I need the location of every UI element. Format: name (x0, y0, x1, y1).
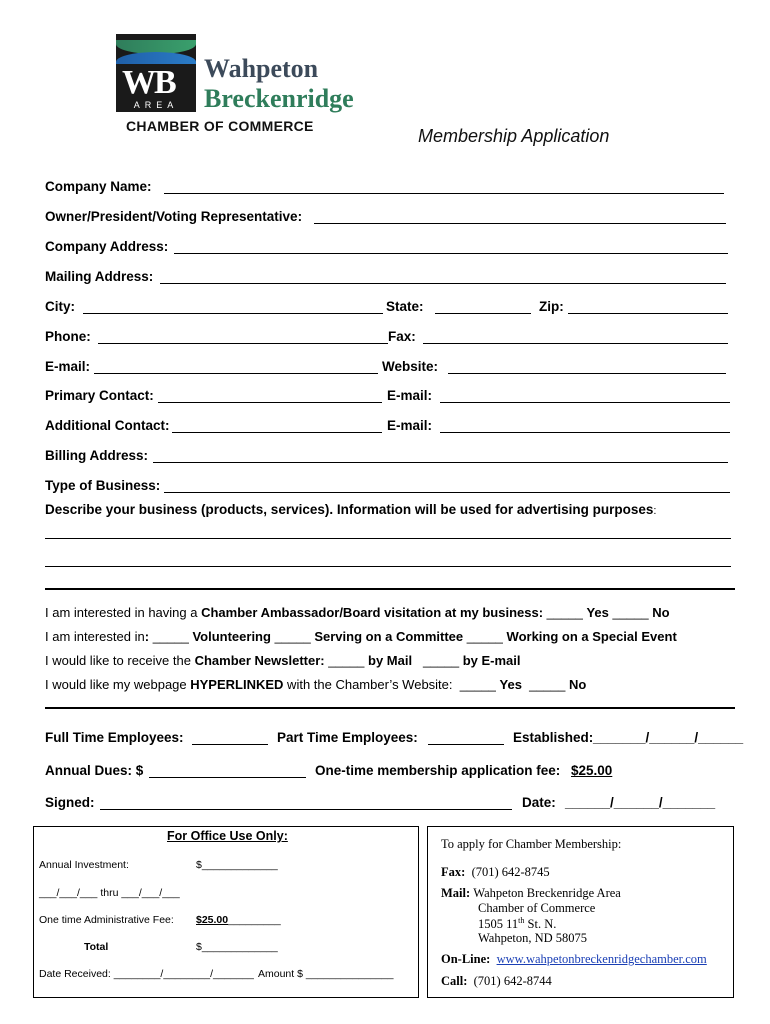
additional-contact-field[interactable] (172, 432, 382, 433)
signature-field[interactable] (100, 809, 512, 810)
section-divider-2 (45, 707, 735, 709)
established-label: Established: (513, 730, 594, 745)
part-time-field[interactable] (428, 744, 504, 745)
full-time-label: Full Time Employees: (45, 730, 184, 745)
office-use-box (33, 826, 419, 998)
primary-contact-label: Primary Contact: (45, 388, 154, 403)
page-title: Membership Application (418, 126, 610, 146)
apply-fax: Fax: (701) 642-8745 (441, 865, 550, 879)
additional-email-field[interactable] (440, 432, 730, 433)
primary-contact-field[interactable] (158, 402, 382, 403)
billing-address-label: Billing Address: (45, 448, 149, 463)
describe-business-label: Describe your business (products, services). Information will be used for advertising purposes: (45, 502, 657, 517)
website-label: Website: (382, 359, 439, 374)
primary-email-label: E-mail: (387, 388, 433, 403)
company-address-label: Company Address: (45, 239, 169, 254)
logo-name-line2: Breckenridge (204, 84, 354, 113)
period-field[interactable]: ___/___/___ thru ___/___/___ (39, 887, 180, 899)
state-field[interactable] (435, 313, 531, 314)
part-time-label: Part Time Employees: (277, 730, 418, 745)
hyperlink-row: I would like my webpage HYPERLINKED with the Chamber’s Website: _____ Yes _____ No (45, 677, 587, 692)
website-field[interactable] (448, 373, 726, 374)
apply-mail-line3: 1505 11th St. N. (478, 916, 557, 932)
city-label: City: (45, 299, 75, 314)
company-name-label: Company Name: (45, 179, 152, 194)
describe-line-2[interactable] (45, 566, 731, 567)
total-label: Total (84, 941, 109, 953)
type-of-business-label: Type of Business: (45, 478, 161, 493)
annual-investment-field[interactable]: $_____________ (196, 859, 278, 871)
apply-mail: Mail: Wahpeton Breckenridge Area (441, 886, 621, 900)
interested-row: I am interested in: _____ Volunteering _____ Serving on a Committee _____ Working on a Special Event (45, 629, 677, 644)
onetime-fee-value: $25.00 (571, 763, 613, 778)
admin-fee-label: One time Administrative Fee: (39, 914, 174, 926)
newsletter-row: I would like to receive the Chamber Newsletter: _____ by Mail _____ by E-mail (45, 653, 521, 668)
apply-mail-line2: Chamber of Commerce (478, 901, 596, 915)
zip-label: Zip: (539, 299, 564, 314)
admin-fee-value: $25.00_________ (196, 914, 281, 926)
city-field[interactable] (83, 313, 383, 314)
state-label: State: (386, 299, 424, 314)
additional-contact-label: Additional Contact: (45, 418, 170, 433)
ambassador-row: I am interested in having a Chamber Ambassador/Board visitation at my business: _____ Yes _____ No (45, 605, 670, 620)
signed-label: Signed: (45, 795, 95, 810)
mailing-address-label: Mailing Address: (45, 269, 154, 284)
office-use-heading: For Office Use Only: (167, 829, 288, 843)
email-field[interactable] (94, 373, 378, 374)
chamber-website-link[interactable]: www.wahpetonbreckenridgechamber.com (496, 952, 707, 966)
mailing-address-field[interactable] (160, 283, 726, 284)
annual-investment-label: Annual Investment: (39, 859, 129, 871)
apply-heading: To apply for Chamber Membership: (441, 837, 622, 851)
date-label: Date: (522, 795, 556, 810)
zip-field[interactable] (568, 313, 728, 314)
apply-online: On-Line: www.wahpetonbreckenridgechamber.com (441, 952, 707, 966)
wb-logo-mark (116, 34, 196, 112)
billing-address-field[interactable] (153, 462, 728, 463)
amount-field[interactable]: Amount $ _______________ (258, 968, 394, 980)
total-field[interactable]: $_____________ (196, 941, 278, 953)
logo-name-line1: Wahpeton (204, 54, 319, 83)
established-field[interactable]: _______/______/______ (593, 730, 744, 745)
logo-mark-sub: AREA (133, 100, 179, 110)
apply-info-box (427, 826, 734, 998)
full-time-field[interactable] (192, 744, 268, 745)
logo-mark-text: WB (122, 64, 175, 101)
apply-mail-line4: Wahpeton, ND 58075 (478, 931, 588, 945)
type-of-business-field[interactable] (164, 492, 730, 493)
annual-dues-field[interactable] (149, 777, 306, 778)
annual-dues-label: Annual Dues: $ (45, 763, 144, 778)
apply-call: Call: (701) 642-8744 (441, 974, 552, 988)
company-address-field[interactable] (174, 253, 728, 254)
phone-label: Phone: (45, 329, 91, 344)
owner-field[interactable] (314, 223, 726, 224)
section-divider (45, 588, 735, 590)
describe-line-1[interactable] (45, 538, 731, 539)
owner-label: Owner/President/Voting Representative: (45, 209, 303, 224)
fax-label: Fax: (388, 329, 416, 344)
date-field[interactable]: ______/______/_______ (565, 795, 716, 810)
additional-email-label: E-mail: (387, 418, 433, 433)
date-received-field[interactable]: Date Received: ________/________/_______ (39, 968, 254, 980)
chamber-logo (116, 30, 366, 142)
onetime-fee-label: One-time membership application fee: (315, 763, 561, 778)
email-label: E-mail: (45, 359, 91, 374)
logo-org: CHAMBER OF COMMERCE (126, 118, 314, 134)
fax-field[interactable] (423, 343, 728, 344)
primary-email-field[interactable] (440, 402, 730, 403)
company-name-field[interactable] (164, 193, 724, 194)
phone-field[interactable] (98, 343, 388, 344)
